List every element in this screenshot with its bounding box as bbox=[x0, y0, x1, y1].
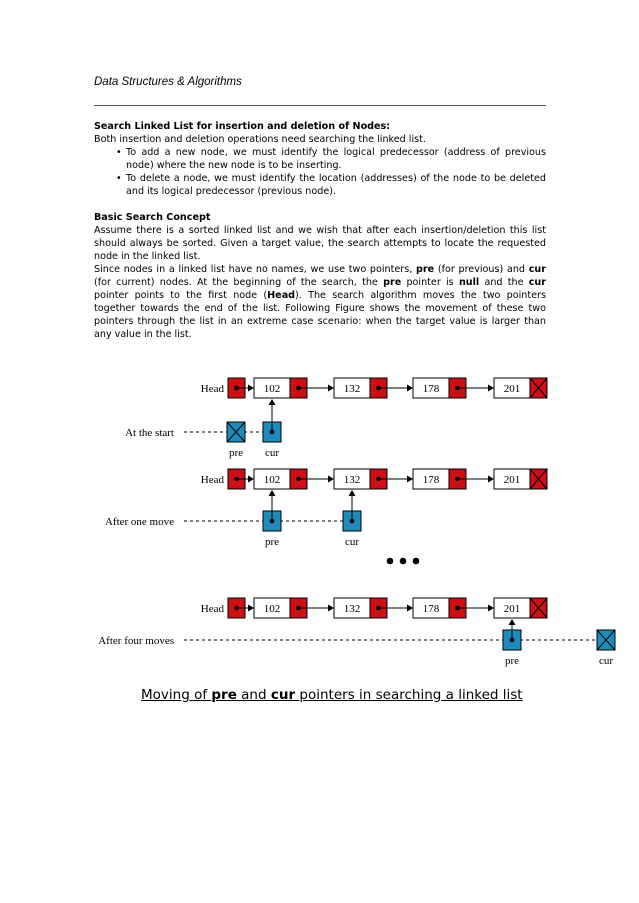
head-label: Head bbox=[200, 603, 224, 615]
paragraph-pointers: Since nodes in a linked list have no names, we use two pointers, pre (for previous) and cur (for current) nodes. At the beginning of the search, the pre pointer is null and the cur pointer points to the first node (Head). The search algorithm moves the two pointers together towards the end of the list. Following Figure shows the movement of these two pointers through the list in an extreme case scenario: when the target value is larger than any value in the list. bbox=[94, 263, 546, 341]
ellipsis-dot bbox=[413, 558, 420, 565]
section-title-search: Search Linked List for insertion and deletion of Nodes: bbox=[94, 121, 391, 132]
running-header: Data Structures & Algorithms bbox=[94, 76, 242, 88]
node-value: 102 bbox=[263, 474, 281, 486]
node-value: 201 bbox=[503, 474, 521, 486]
head-label: Head bbox=[200, 474, 224, 486]
cur-pointer-label: cur bbox=[264, 447, 280, 459]
header-rule bbox=[94, 105, 546, 106]
node-link-arrow bbox=[488, 476, 494, 483]
head-link-arrow bbox=[248, 385, 254, 392]
section-title-basic: Basic Search Concept bbox=[94, 211, 211, 223]
ellipsis-dot bbox=[387, 558, 394, 565]
pre-pointer-label: pre bbox=[504, 655, 520, 667]
pre-pointer-label: pre bbox=[264, 536, 280, 548]
node-value: 132 bbox=[343, 383, 361, 395]
page-body bbox=[94, 120, 546, 342]
node-value: 132 bbox=[343, 603, 361, 615]
node-link-arrow bbox=[328, 476, 334, 483]
row-state-label: After one move bbox=[104, 516, 174, 528]
node-value: 102 bbox=[263, 603, 281, 615]
cur-pointer-label: cur bbox=[598, 655, 614, 667]
head-label: Head bbox=[200, 383, 224, 395]
node-value: 178 bbox=[422, 474, 440, 486]
node-link-arrow bbox=[407, 605, 413, 612]
node-link-arrow bbox=[328, 605, 334, 612]
bullet-list bbox=[94, 146, 546, 198]
section-intro: Both insertion and deletion operations need searching the linked list. bbox=[94, 134, 426, 146]
ellipsis-dot bbox=[400, 558, 407, 565]
node-link-arrow bbox=[328, 385, 334, 392]
node-value: 132 bbox=[343, 474, 361, 486]
bullet-item-add: • To add a new node, we must identify the logical predecessor (address of previous node) where the new node is to be inserting. bbox=[116, 146, 546, 172]
node-link-arrow bbox=[407, 385, 413, 392]
node-value: 201 bbox=[503, 383, 521, 395]
pre-pointer-arrow bbox=[269, 490, 276, 496]
row-state-label: After four moves bbox=[98, 635, 174, 647]
paragraph-assume: Assume there is a sorted linked list and we wish that after each insertion/deletion this list should always be sorted. Given a target value, the search attempts to locate the requested node in the linked list. bbox=[94, 224, 546, 262]
cur-pointer-arrow bbox=[269, 399, 276, 405]
node-value: 178 bbox=[422, 383, 440, 395]
cur-pointer-label: cur bbox=[344, 536, 360, 548]
node-link-arrow bbox=[407, 476, 413, 483]
node-value: 201 bbox=[503, 603, 521, 615]
bullet-item-delete: • To delete a node, we must identify the location (addresses) of the node to be deleted and its logical predecessor (previous node). bbox=[116, 172, 546, 198]
head-link-arrow bbox=[248, 605, 254, 612]
cur-pointer-arrow bbox=[349, 490, 356, 496]
node-link-arrow bbox=[488, 385, 494, 392]
node-link-arrow bbox=[488, 605, 494, 612]
node-value: 178 bbox=[422, 603, 440, 615]
row-state-label: At the start bbox=[125, 427, 174, 439]
node-value: 102 bbox=[263, 383, 281, 395]
pre-pointer-label: pre bbox=[228, 447, 244, 459]
pre-pointer-arrow bbox=[509, 619, 516, 625]
head-link-arrow bbox=[248, 476, 254, 483]
figure-caption: Moving of pre and cur pointers in searching a linked list bbox=[141, 687, 523, 703]
linked-list-search-figure bbox=[94, 362, 624, 672]
